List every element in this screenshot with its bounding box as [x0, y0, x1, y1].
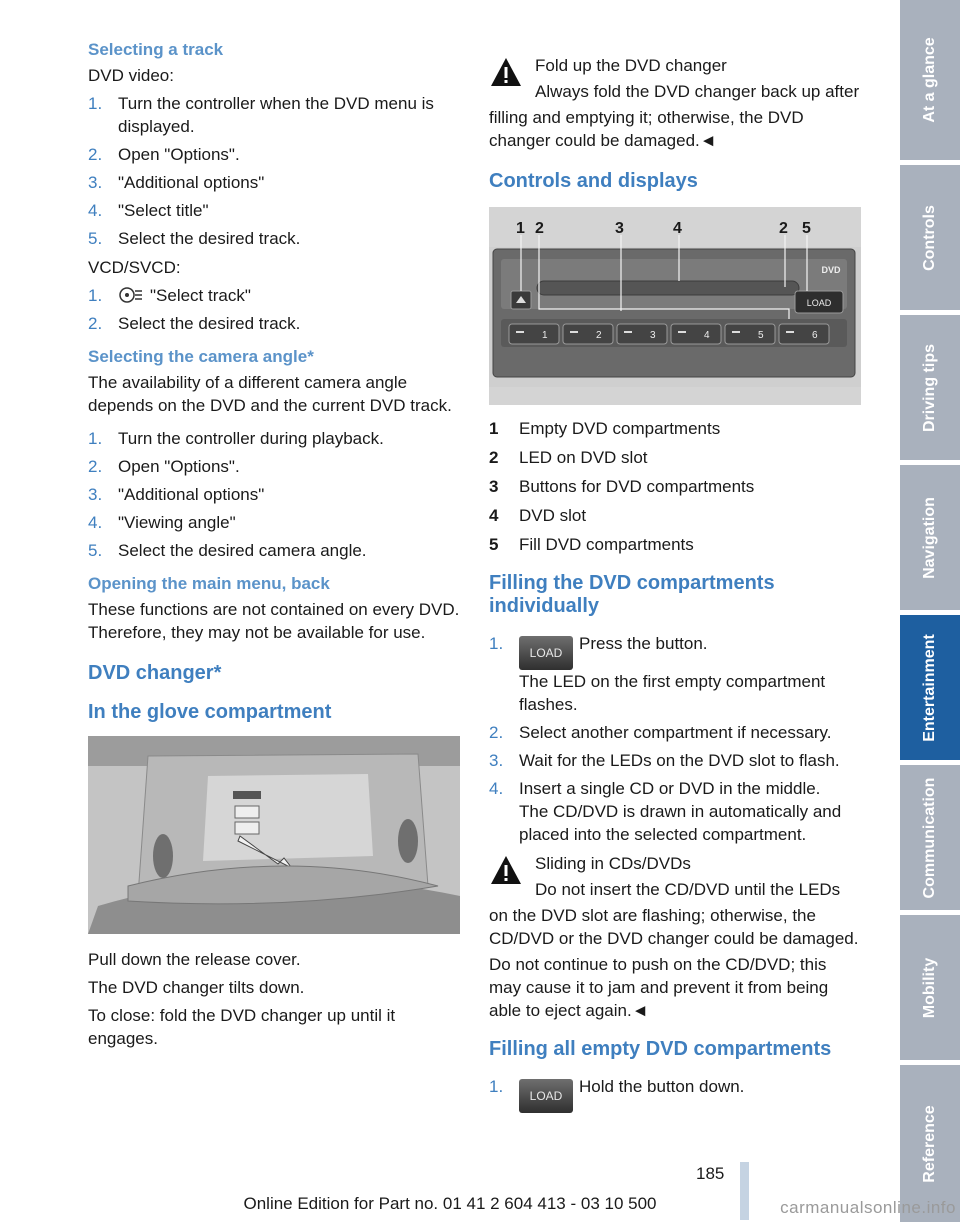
- warning-sliding-in: [489, 852, 861, 1022]
- dvd-changer-diagram: [489, 207, 861, 405]
- list-item: 1. Turn the controller when the DVD menu is displayed.: [88, 94, 434, 136]
- list-item: 3. "Additional options": [88, 173, 265, 192]
- svg-text:2: 2: [596, 330, 602, 341]
- heading-camera-angle: Selecting the camera angle*: [88, 347, 314, 366]
- compartment-button-4: [671, 324, 721, 344]
- callout-3: 3: [615, 220, 624, 237]
- steps-vcd: [88, 284, 460, 335]
- list-item: 1. LOAD Press the button. The LED on the first empty compartment flashes.: [489, 634, 826, 714]
- warning-continuation: filling and emptying it; otherwise, the DVD changer could be damaged.◄: [489, 108, 804, 150]
- footer-text: Online Edition for Part no. 01 41 2 604 413 - 03 10 500: [243, 1194, 657, 1213]
- legend-row: 3 Buttons for DVD compartments: [489, 477, 755, 496]
- watermark: carmanualsonline.info: [780, 1198, 956, 1217]
- list-item: 2. Open "Options".: [88, 145, 240, 164]
- callout-4: 4: [673, 220, 682, 237]
- heading-fill-individually: Filling the DVD compartments individually: [489, 572, 775, 617]
- tab-mobility[interactable]: Mobility: [900, 915, 960, 1060]
- list-item: 2. Select the desired track.: [88, 314, 301, 333]
- page-number: 185: [696, 1164, 725, 1183]
- tab-reference[interactable]: Reference: [900, 1065, 960, 1222]
- steps-camera-angle: [88, 427, 460, 562]
- steps-fill-individually: [489, 632, 861, 846]
- vcd-svcd-label: VCD/SVCD:: [88, 258, 181, 277]
- diagram-legend: [489, 417, 861, 556]
- tab-communication[interactable]: Communication: [900, 765, 960, 910]
- callout-2b: 2: [779, 220, 788, 237]
- disc-menu-icon: [118, 286, 144, 304]
- warning-triangle-icon: [489, 854, 523, 886]
- chapter-sidebar: [900, 0, 960, 1222]
- compartment-button-3: [617, 324, 667, 344]
- list-item: 4. "Viewing angle": [88, 513, 236, 532]
- tab-entertainment[interactable]: Entertainment: [900, 615, 960, 760]
- callout-2: 2: [535, 220, 544, 237]
- list-item: 5. Select the desired track.: [88, 229, 301, 248]
- list-item: 3. Wait for the LEDs on the DVD slot to flash.: [489, 751, 840, 770]
- list-item: 1. "Select track": [88, 286, 251, 305]
- list-item: 4. "Select title": [88, 201, 209, 220]
- heading-main-menu: Opening the main menu, back: [88, 574, 330, 593]
- left-column: [88, 40, 460, 1055]
- warning-triangle-icon: [489, 56, 523, 88]
- tab-at-a-glance[interactable]: At a glance: [900, 0, 960, 160]
- legend-row: 4 DVD slot: [489, 506, 587, 525]
- steps-dvd-video: [88, 92, 460, 250]
- warning-title: Sliding in CDs/DVDs: [535, 854, 691, 873]
- tab-driving-tips[interactable]: Driving tips: [900, 315, 960, 460]
- compartment-button-1: [509, 324, 559, 344]
- tab-navigation[interactable]: Navigation: [900, 465, 960, 610]
- list-item: 2. Select another compartment if necessary.: [489, 723, 832, 742]
- legend-row: 2 LED on DVD slot: [489, 448, 648, 467]
- heading-fill-all: Filling all empty DVD compartments: [489, 1038, 832, 1060]
- list-item: 1. Turn the controller during playback.: [88, 429, 384, 448]
- legend-row: 1 Empty DVD compartments: [489, 419, 721, 438]
- list-item: 2. Open "Options".: [88, 457, 240, 476]
- callout-5: 5: [802, 220, 811, 237]
- dvd-logo: DVD: [821, 265, 841, 275]
- svg-text:4: 4: [704, 330, 710, 341]
- list-item: 3. "Additional options": [88, 485, 265, 504]
- svg-text:3: 3: [650, 330, 656, 341]
- warning-continuation: on the DVD slot are flashing; otherwise, the CD/DVD or the DVD changer could be damaged.: [489, 906, 859, 948]
- list-item: 4. Insert a single CD or DVD in the middle. The CD/DVD is drawn in automatically and placed into the selected compartment.: [489, 779, 842, 844]
- heading-controls-displays: Controls and displays: [489, 170, 698, 192]
- load-button-icon: LOAD: [519, 1079, 573, 1113]
- steps-fill-all: [489, 1075, 861, 1113]
- load-button-icon: LOAD: [519, 636, 573, 670]
- main-menu-body: These functions are not contained on every DVD. Therefore, they may not be available for use.: [88, 600, 460, 642]
- photo-caption-1: Pull down the release cover.: [88, 950, 301, 969]
- photo-caption-2: The DVD changer tilts down.: [88, 978, 305, 997]
- legend-row: 5 Fill DVD compartments: [489, 535, 694, 554]
- warning-line: Always fold the DVD changer back up after: [535, 82, 860, 101]
- svg-text:5: 5: [758, 330, 764, 341]
- load-button-label: LOAD: [806, 298, 832, 308]
- list-item: 1. LOAD Hold the button down.: [489, 1075, 861, 1113]
- glove-compartment-photo: [88, 736, 460, 934]
- compartment-button-6: [779, 324, 829, 344]
- warning-line: Do not insert the CD/DVD until the LEDs: [535, 880, 841, 899]
- dvd-changer-illustration: [489, 207, 861, 405]
- photo-caption-3: To close: fold the DVD changer up until it engages.: [88, 1006, 396, 1048]
- svg-text:1: 1: [542, 330, 548, 341]
- tab-controls[interactable]: Controls: [900, 165, 960, 310]
- svg-text:6: 6: [812, 330, 818, 341]
- callout-1: 1: [516, 220, 525, 237]
- dvd-video-label: DVD video:: [88, 66, 174, 85]
- warning-continuation-2: Do not continue to push on the CD/DVD; this may cause it to jam and prevent it from being able to eject again.◄: [489, 955, 829, 1020]
- camera-angle-body: The availability of a different camera angle depends on the DVD and the current DVD track.: [88, 373, 452, 415]
- compartment-button-2: [563, 324, 613, 344]
- right-column: [489, 54, 861, 1119]
- heading-glove-compartment: In the glove compartment: [88, 701, 332, 723]
- glove-compartment-illustration: [88, 736, 460, 934]
- warning-title: Fold up the DVD changer: [535, 56, 727, 75]
- compartment-button-5: [725, 324, 775, 344]
- heading-selecting-track: Selecting a track: [88, 40, 224, 59]
- warning-fold-up: [489, 54, 861, 152]
- list-item: 5. Select the desired camera angle.: [88, 541, 367, 560]
- heading-dvd-changer: DVD changer*: [88, 662, 222, 684]
